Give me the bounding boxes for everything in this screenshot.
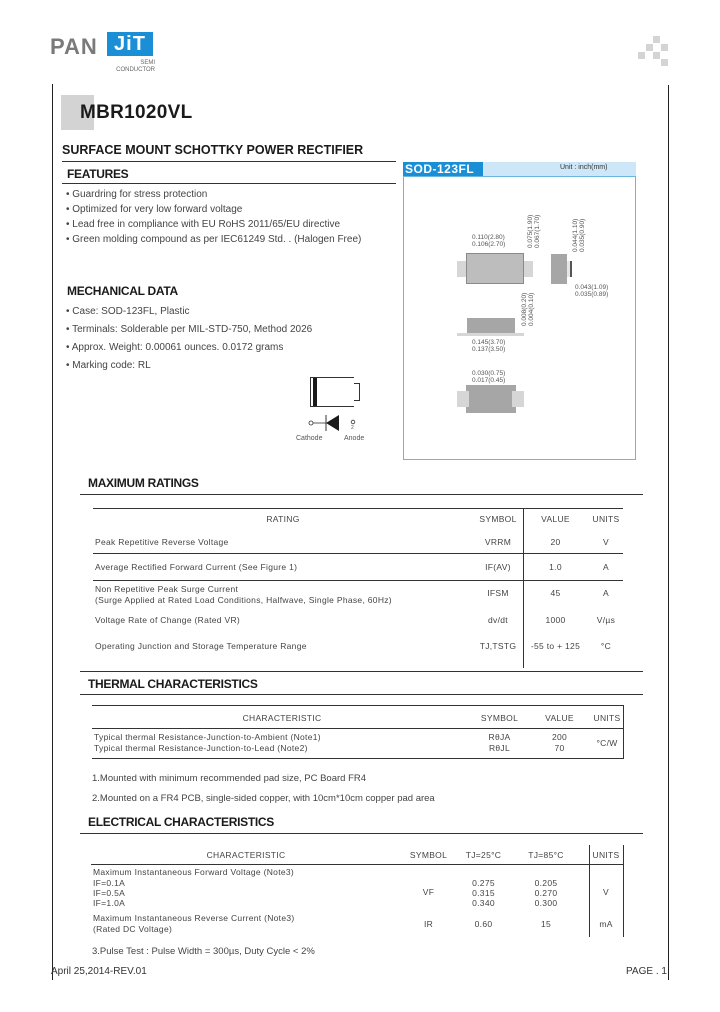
column-header: CHARACTERISTIC [242, 713, 322, 723]
reverse-current-title: Maximum Instantaneous Reverse Current (Note3) [93, 913, 295, 923]
rating-value: 45 [550, 588, 561, 598]
reverse-current-title2: (Rated DC Voltage) [93, 924, 173, 934]
divider [80, 833, 643, 834]
column-separator [623, 845, 624, 937]
side-view-lead [567, 261, 572, 277]
max-ratings-table [93, 508, 623, 668]
frame-right-line [668, 85, 669, 980]
mechanical-item: • Case: SOD-123FL, Plastic [66, 306, 190, 317]
thermal-value: 70 [554, 743, 565, 753]
thermal-symbol: RθJL [488, 743, 511, 753]
forward-condition: IF=0.1A [93, 878, 126, 888]
rating-symbol: dv/dt [488, 615, 508, 625]
mechanical-item: • Terminals: Solderable per MIL-STD-750, Method 2026 [66, 324, 313, 335]
mechanical-heading: MECHANICAL DATA [67, 284, 178, 298]
rating-label: Average Rectified Forward Current (See Figure 1) [95, 562, 298, 572]
decor-square [646, 44, 653, 51]
dim-lead-height: 0.008(0.20) 0.004(0.10) [521, 292, 535, 326]
rating-value: 1000 [545, 615, 566, 625]
footer-date-revision: April 25,2014-REV.01 [51, 966, 147, 977]
top-view-lead-right [524, 261, 533, 277]
forward-symbol: VF [422, 887, 435, 897]
max-ratings-heading: MAXIMUM RATINGS [88, 476, 199, 490]
rating-units: A [603, 562, 609, 572]
forward-voltage-title: Maximum Instantaneous Forward Voltage (Note3) [93, 867, 295, 877]
column-header: CHARACTERISTIC [206, 850, 286, 860]
forward-t25: 0.315 [472, 888, 495, 898]
cathode-band [313, 378, 317, 406]
mechanical-item: • Approx. Weight: 0.00061 ounces. 0.0172 grams [66, 342, 284, 353]
bottom-view-body [466, 385, 516, 413]
column-header: SYMBOL [480, 713, 519, 723]
front-view-body [467, 318, 515, 334]
logo-subtitle: SEMI CONDUCTOR [116, 60, 155, 73]
column-header: VALUE [545, 713, 574, 723]
feature-item: • Green molding compound as per IEC61249 Std. . (Halogen Free) [66, 234, 362, 245]
dim-height-a: 0.075(1.90) 0.067(1.70) [527, 214, 541, 248]
mechanical-item: • Marking code: RL [66, 360, 151, 371]
features-heading: FEATURES [67, 167, 129, 181]
forward-condition: IF=0.5A [93, 888, 126, 898]
divider [80, 694, 643, 695]
thermal-note: 2.Mounted on a FR4 PCB, single-sided copper, with 10cm*10cm copper pad area [92, 793, 435, 804]
side-view-body [551, 254, 567, 284]
rating-label: Voltage Rate of Change (Rated VR) [95, 615, 241, 625]
column-header: SYMBOL [479, 514, 517, 524]
column-header: RATING [266, 514, 300, 524]
thermal-heading: THERMAL CHARACTERISTICS [88, 677, 258, 691]
diode-symbol-icon [308, 412, 368, 436]
table-top-rule [93, 508, 623, 509]
decor-square [661, 44, 668, 51]
rating-units: V/µs [596, 615, 616, 625]
rating-symbol: IF(AV) [485, 562, 511, 572]
decor-square [638, 52, 645, 59]
thermal-char: Typical thermal Resistance-Junction-to-Ambient (Note1) [94, 732, 321, 742]
front-view-leads [457, 333, 524, 336]
feature-item: • Guardring for stress protection [66, 189, 208, 200]
decor-square [653, 36, 660, 43]
rating-symbol: IFSM [487, 588, 509, 598]
anode-pin-number: 2 [351, 425, 354, 431]
dim-side-width: 0.043(1.09) 0.035(0.89) [575, 284, 609, 298]
rating-units: °C [600, 641, 612, 651]
column-header: UNITS [592, 514, 620, 524]
rating-label: Operating Junction and Storage Temperature Range [95, 641, 307, 651]
decor-square [653, 52, 660, 59]
thermal-table [92, 705, 624, 759]
rating-units: A [603, 588, 609, 598]
forward-t85: 0.270 [534, 888, 558, 898]
cathode-label: Cathode [296, 435, 323, 442]
rating-value: 1.0 [549, 562, 562, 572]
forward-units: V [603, 887, 609, 897]
thermal-symbol: RθJA [488, 732, 511, 742]
frame-left-line [52, 84, 53, 980]
dim-side-height: 0.044(1.10) 0.035(0.90) [572, 218, 586, 252]
reverse-t85: 15 [540, 919, 552, 929]
dim-top-width: 0.110(2.80) 0.106(2.70) [472, 234, 506, 248]
forward-t85: 0.300 [534, 898, 558, 908]
rating-symbol: TJ,TSTG [479, 641, 517, 651]
top-view-body [466, 253, 524, 284]
row-rule [93, 553, 623, 554]
divider [80, 671, 643, 672]
rating-label: Non Repetitive Peak Surge Current [95, 584, 239, 594]
logo-pan-text: PAN [50, 34, 98, 59]
forward-condition: IF=1.0A [93, 898, 126, 908]
footer-page-number: PAGE . 1 [626, 966, 667, 977]
column-header: TJ=25°C [465, 850, 502, 860]
anode-label: Anode [344, 435, 365, 442]
column-header: TJ=85°C [528, 850, 564, 860]
dim-lead-length: 0.030(0.75) 0.017(0.45) [472, 370, 506, 384]
thermal-units: °C/W [596, 738, 618, 748]
column-header: UNITS [593, 713, 621, 723]
package-unit: Unit : inch(mm) [560, 164, 608, 171]
dim-overall-length: 0.145(3.70) 0.137(3.50) [472, 339, 506, 353]
column-header: SYMBOL [409, 850, 448, 860]
electrical-table [91, 845, 624, 937]
row-rule [92, 728, 624, 729]
rating-units: V [603, 537, 609, 547]
divider [62, 183, 396, 184]
package-drawing-frame [403, 162, 636, 460]
rating-symbol: VRRM [484, 537, 512, 547]
feature-item: • Optimized for very low forward voltage [66, 204, 243, 215]
logo-jit-badge: JiT [107, 32, 153, 56]
package-name: SOD-123FL [403, 162, 483, 176]
decor-square [661, 59, 668, 66]
part-number-title: MBR1020VL [80, 102, 193, 123]
reverse-units: mA [599, 919, 613, 929]
reverse-symbol: IR [423, 919, 434, 929]
divider [80, 494, 643, 495]
forward-t25: 0.340 [472, 898, 495, 908]
product-subtitle: SURFACE MOUNT SCHOTTKY POWER RECTIFIER [62, 143, 364, 157]
forward-t85: 0.205 [534, 878, 558, 888]
bottom-view-pad-left [457, 391, 469, 407]
package-marking-tab [354, 383, 360, 401]
thermal-value: 200 [551, 732, 568, 742]
bottom-view-pad-right [512, 391, 524, 407]
row-rule [93, 580, 623, 581]
rating-value: 20 [550, 537, 561, 547]
row-rule [91, 864, 624, 865]
rating-label: Peak Repetitive Reverse Voltage [95, 537, 229, 547]
package-header-underline [403, 176, 636, 177]
rating-label-line2: (Surge Applied at Rated Load Conditions, Halfwave, Single Phase, 60Hz) [95, 595, 392, 605]
column-header: VALUE [541, 514, 570, 524]
rating-value: -55 to + 125 [530, 641, 581, 651]
divider [62, 161, 396, 162]
mechanical-list [66, 303, 312, 375]
features-list [66, 187, 361, 247]
electrical-heading: ELECTRICAL CHARACTERISTICS [88, 815, 274, 829]
column-header: UNITS [592, 850, 620, 860]
thermal-char: Typical thermal Resistance-Junction-to-Lead (Note2) [94, 743, 308, 753]
reverse-t25: 0.60 [474, 919, 493, 929]
electrical-note: 3.Pulse Test : Pulse Width = 300µs, Duty Cycle < 2% [92, 946, 315, 957]
thermal-note: 1.Mounted with minimum recommended pad size, PC Board FR4 [92, 773, 367, 784]
feature-item: • Lead free in compliance with EU RoHS 2011/65/EU directive [66, 219, 341, 230]
forward-t25: 0.275 [472, 878, 495, 888]
